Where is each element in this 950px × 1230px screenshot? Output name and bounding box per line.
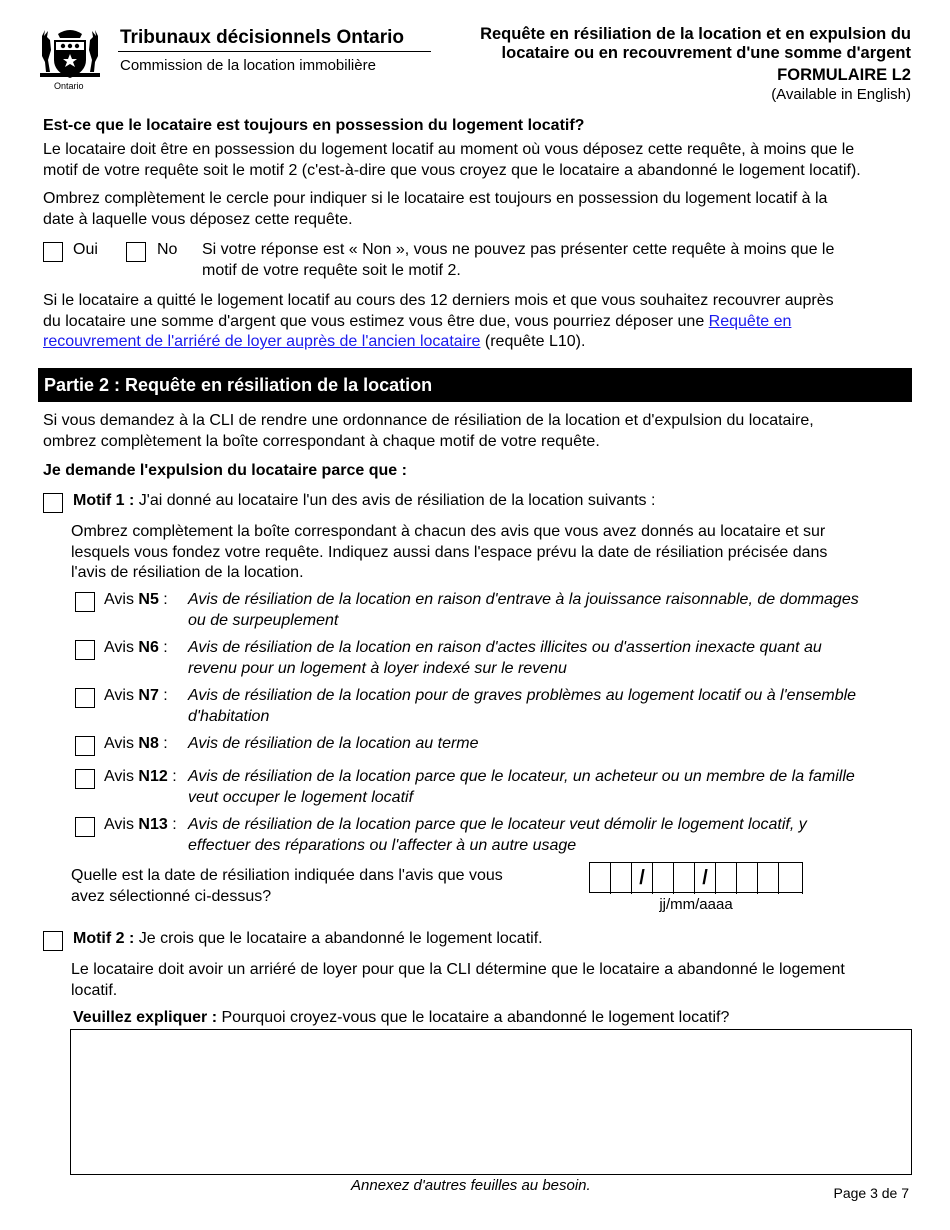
explain-prompt: [73, 1008, 729, 1029]
avis-n13-checkbox[interactable]: [75, 817, 95, 837]
part2-intro-line-1: Si vous demandez à la CLI de rendre une ordonnance de résiliation de la location et d'expulsion du locataire,: [43, 412, 814, 429]
motif2-note-line-1: Le locataire doit avoir un arriéré de loyer pour que la CLI détermine que le locataire a abandonné le logement: [71, 961, 845, 978]
motif2-checkbox[interactable]: [43, 931, 63, 951]
avis-n6-label: Avis N6 :: [104, 639, 168, 656]
date-format-label: jj/mm/aaaa: [659, 896, 733, 913]
avis-code: N12: [138, 768, 168, 785]
avis-prefix: Avis: [104, 687, 134, 704]
explanation-textarea[interactable]: [70, 1029, 912, 1175]
possession-para-2: [43, 189, 923, 230]
possession-para-2-line-2: date à laquelle vous déposez cette requête.: [43, 210, 353, 228]
avis-code: N6: [138, 639, 159, 656]
form-title-line-1: Requête en résiliation de la location et en expulsion du: [480, 25, 911, 43]
avis-n6-description: [188, 638, 912, 679]
motif1-instr-line-3: l'avis de résiliation de la location.: [71, 564, 304, 581]
date-digit-cell[interactable]: [716, 863, 737, 894]
avis-desc-line-1: Avis de résiliation de la location en raison d'actes illicites ou d'assertion inexacte quant au: [188, 639, 822, 656]
avis-desc-line-1: Avis de résiliation de la location au terme: [188, 735, 479, 752]
oui-checkbox[interactable]: [43, 242, 63, 262]
no-note-line-2: motif de votre requête soit le motif 2.: [202, 261, 461, 279]
possession-question: Est-ce que le locataire est toujours en possession du logement locatif?: [43, 117, 585, 134]
avis-n13-description: [188, 815, 912, 856]
logo-caption: Ontario: [54, 81, 84, 91]
date-separator: /: [632, 863, 653, 894]
date-digit-cell[interactable]: [653, 863, 674, 894]
ontario-logo: [36, 26, 104, 92]
l10-link-part-2[interactable]: recouvrement de l'arriéré de loyer auprès de l'ancien locataire: [43, 333, 481, 350]
avis-code: N7: [138, 687, 159, 704]
avis-desc-line-1: Avis de résiliation de la location parce que le locateur, un acheteur ou un membre de la famille: [188, 768, 855, 785]
possession-para-1-line-1: Le locataire doit être en possession du logement locatif au moment où vous déposez cette requête, à moins que le: [43, 141, 855, 158]
avis-n13-label: Avis N13 :: [104, 816, 177, 833]
no-label: No: [157, 241, 178, 258]
demand-heading: Je demande l'expulsion du locataire parce que :: [43, 462, 407, 479]
date-digit-cell[interactable]: [758, 863, 779, 894]
avis-n5-label: Avis N5 :: [104, 591, 168, 608]
avis-desc-line-2: d'habitation: [188, 707, 270, 725]
date-question-line-2: avez sélectionné ci-dessus?: [71, 887, 272, 905]
avis-prefix: Avis: [104, 639, 134, 656]
avis-code: N13: [138, 816, 168, 833]
avis-code: N8: [138, 735, 159, 752]
date-digit-cell[interactable]: [590, 863, 611, 894]
avis-n7-checkbox[interactable]: [75, 688, 95, 708]
possession-para-3-suffix: (requête L10).: [480, 333, 586, 350]
l10-link-part-1[interactable]: Requête en: [708, 312, 792, 330]
possession-para-3-line-3: [43, 332, 923, 353]
attach-note: Annexez d'autres feuilles au besoin.: [351, 1177, 591, 1194]
form-title-line-2: locataire ou en recouvrement d'une somme d'argent: [501, 44, 911, 62]
avis-desc-line-2: veut occuper le logement locatif: [188, 788, 414, 806]
no-checkbox[interactable]: [126, 242, 146, 262]
form-number: FORMULAIRE L2: [777, 66, 911, 84]
form-title: [480, 25, 911, 63]
avis-desc-line-1: Avis de résiliation de la location en raison d'entrave à la jouissance raisonnable, de dommages: [188, 591, 859, 608]
possession-para-1: [43, 140, 923, 181]
avis-code: N5: [138, 591, 159, 608]
date-digit-cell[interactable]: [779, 863, 803, 894]
date-question-line-1: Quelle est la date de résiliation indiquée dans l'avis que vous: [71, 867, 503, 884]
possession-para-3-line-1: Si le locataire a quitté le logement locatif au cours des 12 derniers mois et que vous souhaitez recouvrer auprès: [43, 292, 834, 309]
oui-label: Oui: [73, 241, 98, 258]
avis-n6-checkbox[interactable]: [75, 640, 95, 660]
part2-intro-line-2: ombrez complètement la boîte correspondant à chaque motif de votre requête.: [43, 432, 600, 450]
motif2-text: Je crois que le locataire a abandonné le logement locatif.: [134, 930, 543, 947]
avis-n8-description: [188, 734, 912, 755]
no-note-line-1: Si votre réponse est « Non », vous ne pouvez pas présenter cette requête à moins que le: [202, 241, 835, 258]
avis-desc-line-2: revenu pour un logement à loyer indexé sur le revenu: [188, 659, 567, 677]
no-note: [202, 240, 912, 281]
date-digit-cell[interactable]: [611, 863, 632, 894]
page-number: Page 3 de 7: [833, 1185, 909, 1201]
possession-para-1-line-2: motif de votre requête soit le motif 2 (c'est-à-dire que vous croyez que le locataire a abandonné le logement locatif).: [43, 161, 861, 179]
motif1-checkbox[interactable]: [43, 493, 63, 513]
motif2-note: [71, 960, 921, 1001]
avis-prefix: Avis: [104, 768, 134, 785]
motif1-instr-line-2: lesquels vous fondez votre requête. Indiquez aussi dans l'espace prévu la date de résiliation précisée dans: [71, 543, 828, 561]
termination-date-question: [71, 866, 551, 907]
ontario-coat-of-arms-icon: [36, 26, 104, 82]
avis-prefix: Avis: [104, 591, 134, 608]
motif2-line: [73, 929, 543, 950]
motif1-label: Motif 1 :: [73, 492, 135, 509]
avis-desc-line-1: Avis de résiliation de la location parce que le locateur veut démolir le logement locatif, y: [188, 816, 807, 833]
motif1-instructions: [71, 522, 921, 584]
explain-label: Veuillez expliquer :: [73, 1009, 218, 1026]
possession-para-3-line-2: [43, 312, 923, 333]
avis-n5-description: [188, 590, 912, 631]
date-digit-cell[interactable]: [674, 863, 695, 894]
avis-n7-label: Avis N7 :: [104, 687, 168, 704]
possession-para-3-prefix: du locataire une somme d'argent que vous estimez vous être due, vous pourriez déposer une: [43, 312, 709, 330]
possession-para-2-line-1: Ombrez complètement le cercle pour indiquer si le locataire est toujours en possession du logement locatif à la: [43, 190, 828, 207]
part2-banner: Partie 2 : Requête en résiliation de la location: [38, 368, 912, 402]
avis-desc-line-2: effectuer des réparations ou l'affecter à un autre usage: [188, 836, 577, 854]
possession-para-3: [43, 291, 923, 353]
avis-prefix: Avis: [104, 816, 134, 833]
avis-n8-label: Avis N8 :: [104, 735, 168, 752]
explain-text: Pourquoi croyez-vous que le locataire a abandonné le logement locatif?: [217, 1009, 730, 1026]
avis-desc-line-1: Avis de résiliation de la location pour de graves problèmes au logement locatif ou à l'ensemble: [188, 687, 857, 704]
avis-n7-description: [188, 686, 912, 727]
avis-n12-label: Avis N12 :: [104, 768, 177, 785]
header-divider: [118, 51, 431, 52]
motif1-text: J'ai donné au locataire l'un des avis de résiliation de la location suivants :: [134, 492, 656, 509]
avis-n12-description: [188, 767, 912, 808]
part2-intro: [43, 411, 923, 452]
avis-n12-checkbox[interactable]: [75, 769, 95, 789]
avis-n8-checkbox[interactable]: [75, 736, 95, 756]
motif1-line: [73, 491, 655, 512]
org-title: Tribunaux décisionnels Ontario: [120, 27, 404, 48]
motif2-label: Motif 2 :: [73, 930, 135, 947]
avis-n5-checkbox[interactable]: [75, 592, 95, 612]
motif1-instr-line-1: Ombrez complètement la boîte correspondant à chacun des avis que vous avez donnés au locataire et sur: [71, 523, 826, 540]
avis-desc-line-2: ou de surpeuplement: [188, 611, 339, 629]
motif2-note-line-2: locatif.: [71, 981, 118, 999]
avis-prefix: Avis: [104, 735, 134, 752]
available-in-english: (Available in English): [771, 86, 911, 103]
date-separator: /: [695, 863, 716, 894]
termination-date-input[interactable]: [589, 862, 803, 893]
date-digit-cell[interactable]: [737, 863, 758, 894]
org-subtitle: Commission de la location immobilière: [120, 57, 376, 74]
